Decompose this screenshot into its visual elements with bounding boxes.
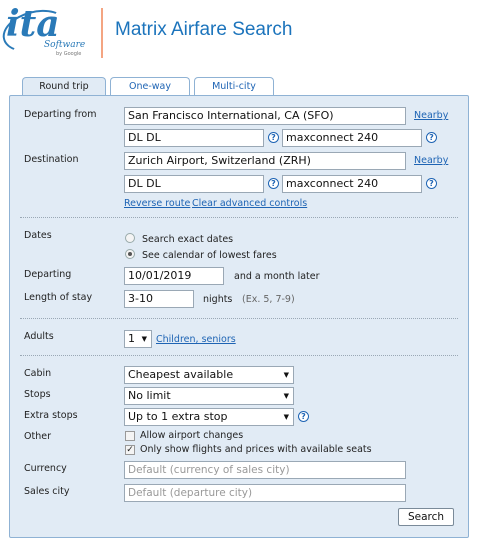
- help-icon[interactable]: ?: [268, 178, 279, 189]
- exact-dates-radio[interactable]: [125, 233, 135, 243]
- stops-label: Stops: [24, 389, 51, 400]
- logo-ita-text: ita: [6, 3, 60, 45]
- header: [0, 0, 479, 66]
- extra-stops-label: Extra stops: [24, 410, 78, 421]
- origin-input[interactable]: San Francisco International, CA (SFO): [124, 107, 406, 125]
- chevron-down-icon: ▼: [283, 392, 289, 400]
- search-button[interactable]: Search: [398, 508, 454, 526]
- reverse-route-link[interactable]: Reverse route: [124, 198, 191, 209]
- other-label: Other: [24, 431, 51, 442]
- section-divider: [20, 217, 458, 218]
- currency-label: Currency: [24, 463, 67, 474]
- chevron-down-icon: ▼: [283, 413, 289, 421]
- section-divider: [20, 318, 458, 319]
- stops-value: No limit: [128, 389, 171, 402]
- stops-select[interactable]: [124, 387, 294, 405]
- adults-value: 1: [128, 332, 135, 345]
- help-icon[interactable]: ?: [268, 132, 279, 143]
- calendar-radio[interactable]: [125, 249, 135, 259]
- logo-google-text: by Google: [56, 51, 82, 57]
- page-title: Matrix Airfare Search: [115, 19, 293, 40]
- stay-hint: (Ex. 5, 7-9): [242, 294, 295, 305]
- destination-routing-input[interactable]: DL DL: [124, 175, 264, 193]
- departing-from-label: Departing from: [24, 109, 97, 120]
- adults-label: Adults: [24, 331, 54, 342]
- section-divider: [20, 355, 458, 356]
- exact-dates-label: Search exact dates: [142, 234, 234, 245]
- extra-stops-value: Up to 1 extra stop: [128, 410, 228, 423]
- calendar-label: See calendar of lowest fares: [142, 250, 277, 261]
- cabin-label: Cabin: [24, 368, 52, 379]
- allow-airport-changes-label: Allow airport changes: [140, 430, 244, 441]
- destination-extension-input[interactable]: maxconnect 240: [282, 175, 422, 193]
- length-of-stay-label: Length of stay: [24, 292, 93, 303]
- available-seats-checkbox[interactable]: ✓: [126, 445, 134, 455]
- currency-input[interactable]: Default (currency of sales city): [124, 461, 406, 479]
- extra-stops-select[interactable]: [124, 408, 294, 426]
- help-icon[interactable]: ?: [426, 132, 437, 143]
- origin-routing-input[interactable]: DL DL: [124, 129, 264, 147]
- help-icon[interactable]: ?: [298, 411, 309, 422]
- departing-date-label: Departing: [24, 269, 72, 280]
- cabin-value: Cheapest available: [128, 368, 234, 381]
- dates-label: Dates: [24, 230, 52, 241]
- children-seniors-link[interactable]: Children, seniors: [156, 334, 236, 345]
- origin-extension-input[interactable]: maxconnect 240: [282, 129, 422, 147]
- ita-software-logo: [6, 3, 86, 58]
- departing-suffix: and a month later: [234, 271, 320, 282]
- logo-software-text: Software: [44, 40, 86, 50]
- sales-city-label: Sales city: [24, 486, 70, 497]
- header-divider: [101, 8, 103, 58]
- stay-unit-label: nights: [203, 294, 233, 305]
- clear-advanced-link[interactable]: Clear advanced controls: [192, 198, 308, 209]
- departing-date-input[interactable]: 10/01/2019: [124, 267, 224, 285]
- adults-select[interactable]: [124, 330, 152, 348]
- allow-airport-changes-checkbox[interactable]: [125, 431, 135, 441]
- tab-round-trip[interactable]: Round trip: [22, 77, 106, 96]
- tab-multi-city[interactable]: Multi-city: [194, 77, 274, 95]
- destination-nearby-link[interactable]: Nearby: [414, 155, 449, 166]
- destination-label: Destination: [24, 154, 79, 165]
- cabin-select[interactable]: [124, 366, 294, 384]
- available-seats-label: Only show flights and prices with available seats: [140, 444, 372, 455]
- tab-one-way[interactable]: One-way: [110, 77, 190, 95]
- sales-city-input[interactable]: Default (departure city): [124, 484, 406, 502]
- length-of-stay-input[interactable]: 3-10: [124, 290, 194, 308]
- help-icon[interactable]: ?: [426, 178, 437, 189]
- search-form-panel: [9, 95, 469, 538]
- chevron-down-icon: ▼: [141, 335, 147, 343]
- destination-input[interactable]: Zurich Airport, Switzerland (ZRH): [124, 152, 406, 170]
- chevron-down-icon: ▼: [283, 371, 289, 379]
- origin-nearby-link[interactable]: Nearby: [414, 110, 449, 121]
